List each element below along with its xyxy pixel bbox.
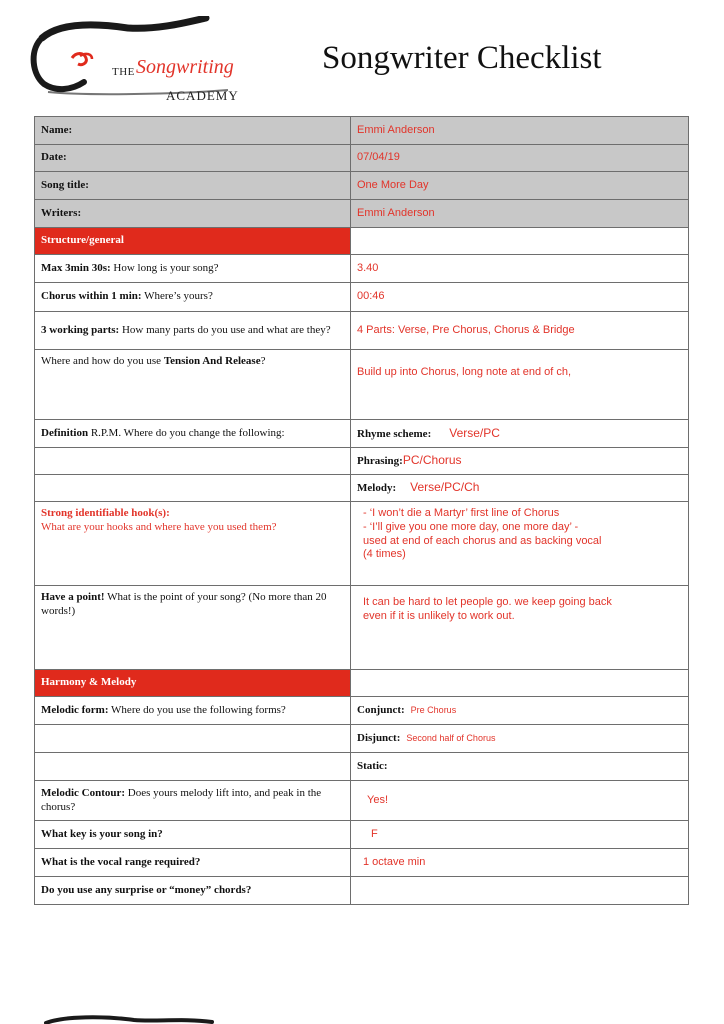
parts-question [35,312,351,350]
hook-answer-line-3: used at end of each chorus and as backing vocal [363,534,602,547]
rpm-phrasing-row [35,448,689,475]
rpm-rhyme-row [35,420,689,448]
date-row [35,145,689,172]
hook-title: Strong identifiable hook(s): [41,507,170,519]
length-row [35,255,689,283]
song-title-label: Song title: [35,172,351,200]
length-bold: Max 3min 30s: [41,261,111,274]
rpm-question [35,420,351,448]
rpm-text: R.P.M. Where do you change the following: [88,426,285,439]
logo-the-text: THE [112,66,135,78]
harmony-section-blank [351,670,689,697]
hook-text: What are your hooks and where have you used them? [41,520,277,533]
structure-section-blank [351,228,689,255]
logo-academy-text: ACADEMY [166,88,239,103]
point-row [35,586,689,670]
melody-label: Melody: [357,482,397,495]
harmony-section-row [35,670,689,697]
academy-logo [28,16,239,103]
contour-text: Does yours melody lift into, and peak in the chorus? [41,786,322,813]
static-label: Static: [357,760,388,773]
melodic-form-bold: Melodic form: [41,703,109,716]
range-row [35,849,689,877]
money-chords-answer[interactable] [351,877,689,905]
contour-question [35,781,351,821]
rpm-phrasing-blank [35,448,351,475]
phrasing-cell[interactable] [351,448,689,475]
chorus-row [35,283,689,312]
hook-question [35,502,351,586]
checklist-table [34,116,689,905]
static-blank [35,753,351,781]
tension-end: ? [260,355,266,367]
parts-bold: 3 working parts: [41,323,120,336]
contour-row [35,781,689,821]
rhyme-scheme-cell[interactable] [351,420,689,448]
melodic-form-question [35,697,351,725]
footer-brush-mark [44,1014,214,1024]
phrasing-label: Phrasing: [357,455,403,468]
static-row [35,753,689,781]
money-chords-bold: Do you use any surprise or “money” chords? [41,883,252,896]
point-answer-line-2: even if it is unlikely to work out. [363,609,515,622]
tension-answer[interactable]: Build up into Chorus, long note at end of ch, [351,350,689,420]
key-answer[interactable]: F [351,821,689,849]
melody-value: Verse/PC/Ch [410,480,480,495]
rhyme-scheme-label: Rhyme scheme: [357,427,432,440]
range-bold: What is the vocal range required? [41,855,201,868]
tension-text: Where and how do you use [41,355,164,367]
tension-row [35,350,689,420]
hook-answer-line-4: (4 times) [363,548,406,561]
chorus-answer[interactable]: 00:46 [351,283,689,312]
writers-row [35,200,689,228]
parts-text: How many parts do you use and what are they? [119,323,331,336]
disjunct-cell[interactable] [351,725,689,753]
writers-value[interactable]: Emmi Anderson [351,200,689,228]
phrasing-value: PC/Chorus [402,453,462,468]
melodic-form-text: Where do you use the following forms? [108,703,286,716]
point-bold: Have a point! [41,591,105,603]
tension-question [35,350,351,420]
key-bold: What key is your song in? [41,827,163,840]
melody-cell[interactable] [351,475,689,502]
logo-songwriting-text: Songwriting [136,56,234,78]
structure-section-row [35,228,689,255]
disjunct-label: Disjunct: [357,732,401,745]
writers-label: Writers: [35,200,351,228]
money-chords-question [35,877,351,905]
disjunct-blank [35,725,351,753]
hook-answer[interactable] [351,502,689,586]
date-label: Date: [35,145,351,172]
key-question [35,821,351,849]
range-question [35,849,351,877]
rpm-bold: Definition [41,426,89,439]
parts-row [35,312,689,350]
harmony-section-heading: Harmony & Melody [35,670,351,697]
contour-answer[interactable]: Yes! [351,781,689,821]
name-value[interactable]: Emmi Anderson [351,117,689,145]
point-text: What is the point of your song? (No more than 20 words!) [41,591,327,617]
name-label: Name: [35,117,351,145]
conjunct-cell[interactable] [351,697,689,725]
length-question [35,255,351,283]
range-answer[interactable]: 1 octave min [351,849,689,877]
conjunct-row [35,697,689,725]
name-row [35,117,689,145]
rhyme-scheme-value: Verse/PC [449,425,500,440]
song-title-row [35,172,689,200]
chorus-text: Where’s yours? [141,290,213,303]
song-title-value[interactable]: One More Day [351,172,689,200]
money-chords-row [35,877,689,905]
hook-answer-line-2: - ‘I’ll give you one more day, one more day’ - [363,520,579,533]
contour-bold: Melodic Contour: [41,786,126,799]
chorus-question [35,283,351,312]
key-row [35,821,689,849]
tension-bold: Tension And Release [163,355,261,367]
date-value[interactable]: 07/04/19 [351,145,689,172]
rpm-melody-row [35,475,689,502]
chorus-bold: Chorus within 1 min: [41,290,142,303]
disjunct-row [35,725,689,753]
conjunct-label: Conjunct: [357,704,405,717]
length-answer[interactable]: 3.40 [351,255,689,283]
static-cell[interactable] [351,753,689,781]
conjunct-value: Pre Chorus [410,705,457,716]
parts-answer[interactable]: 4 Parts: Verse, Pre Chorus, Chorus & Bridge [351,312,689,350]
disjunct-value: Second half of Chorus [406,733,496,744]
hook-answer-line-1: - ‘I won’t die a Martyr’ first line of Chorus [363,507,560,519]
point-question [35,586,351,670]
point-answer-line-1: It can be hard to let people go. we keep going back [363,596,612,608]
point-answer[interactable] [351,586,689,670]
length-text: How long is your song? [110,261,219,274]
page-title: Songwriter Checklist [322,40,602,76]
rpm-melody-blank [35,475,351,502]
structure-section-heading: Structure/general [35,228,351,255]
hook-row [35,502,689,586]
